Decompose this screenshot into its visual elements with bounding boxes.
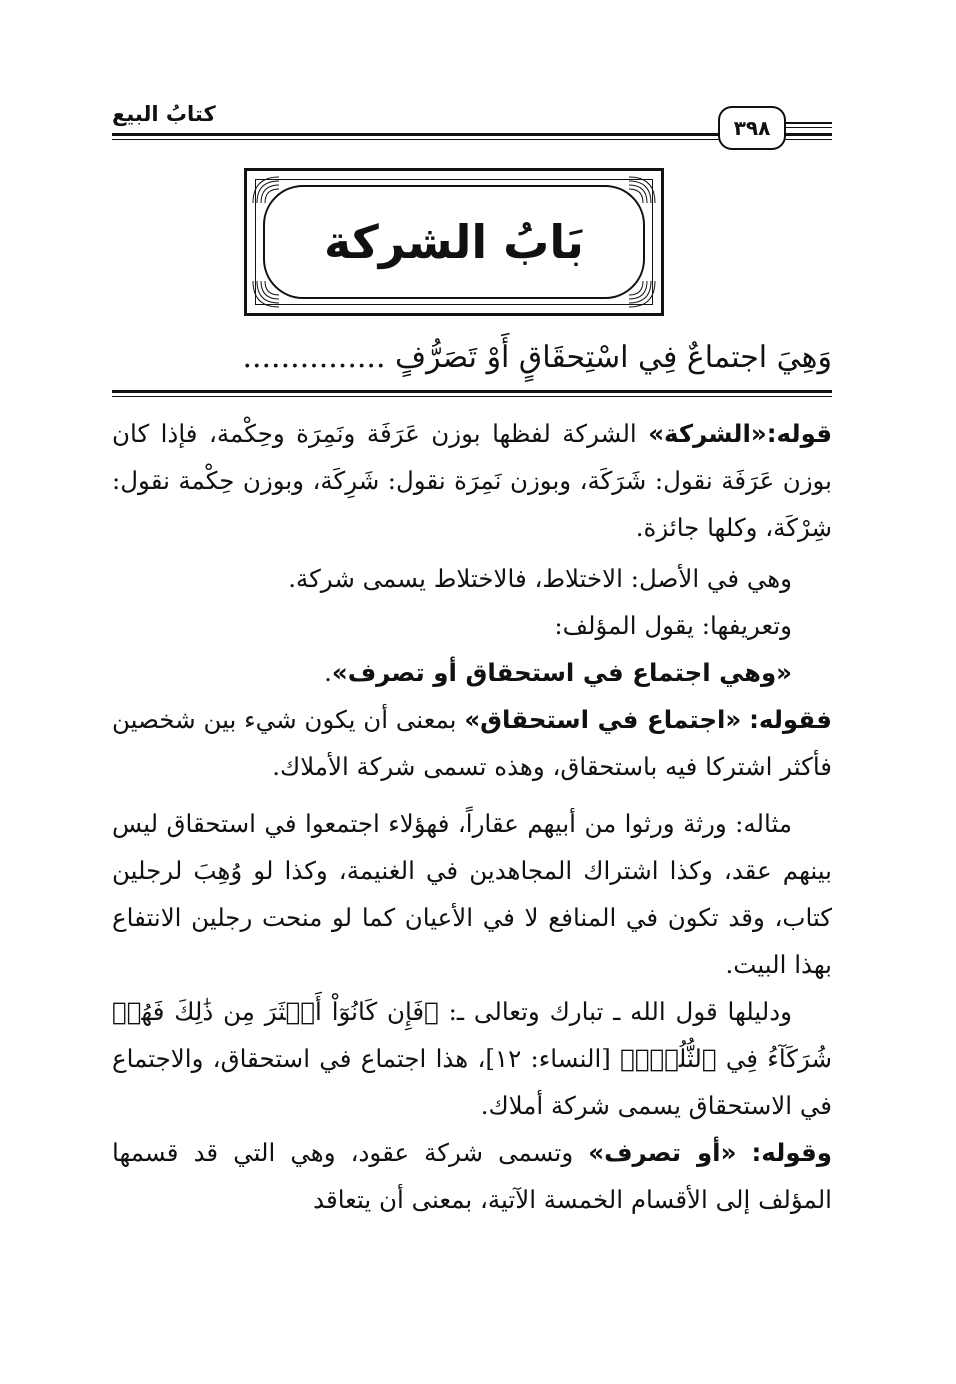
book-title: كتابُ البيع xyxy=(112,102,216,126)
paragraph-label: وقوله: xyxy=(751,1138,832,1167)
chapter-title-box xyxy=(263,185,645,299)
paragraph-text: وتعريفها: يقول المؤلف: xyxy=(554,611,792,640)
page-number: ٣٩٨ xyxy=(718,106,786,150)
paragraph xyxy=(112,649,832,696)
paragraph-quote: «الشركة» xyxy=(648,419,767,448)
paragraph xyxy=(112,800,832,988)
paragraph-label: فقوله: xyxy=(749,705,832,734)
paragraph-text: الشركة لفظها بوزن عَرَفَة ونَمِرَة وحِكْمة، فإذا كان بوزن عَرَفَة نقول: شَرَكَة، وبوزن نَمِرَة نقول: شَرِكَة، وبوزن حِكْمة نقول: شِرْكَة، وكلها جائزة. xyxy=(112,419,832,542)
paragraph-label: قوله: xyxy=(766,419,832,448)
chapter-title: بَابُ الشركة xyxy=(324,215,584,269)
paragraph-text: ودليلها قول الله ـ تبارك وتعالى ـ: ﴿فَإِن كَانُوٓاْ أَكۡثَرَ مِن ذَٰلِكَ فَهُمۡ شُرَكَآءُ فِي ٱلثُّلُثِۚ﴾ [النساء: ١٢]، هذا اجتماع في استحقاق، والاجتماع في الاستحقاق يسمى شركة أملاك. xyxy=(112,997,832,1120)
matn-line: وَهِيَ اجتماعٌ فِي اسْتِحقَاقٍ أَوْ تَصَرُّفٍ ............... xyxy=(242,340,832,375)
header-rule-right xyxy=(786,122,832,124)
paragraph-text: مثاله: ورثة ورثوا من أبيهم عقاراً، فهؤلاء اجتمعوا في استحقاق ليس بينهم عقد، وكذا اشتراك المجاهدين في الغنيمة، وكذا لو وُهِبَ لرجلين كتاب، وقد تكون في المنافع لا في الأعيان كما لو منحت رجلين الانتفاع بهذا البيت. xyxy=(112,809,832,979)
paragraph-text: وتسمى شركة عقود، وهي التي قد قسمها المؤلف إلى الأقسام الخمسة الآتية، بمعنى أن يتعاقد xyxy=(112,1138,832,1214)
paragraph xyxy=(112,988,832,1129)
paragraph-quote: «أو تصرف» xyxy=(588,1138,737,1167)
paragraph xyxy=(112,602,832,649)
paragraph-quote: «وهي اجتماع في استحقاق أو تصرف» xyxy=(331,658,792,687)
paragraph-text: . xyxy=(324,658,332,687)
paragraph xyxy=(112,410,832,551)
paragraph xyxy=(112,555,832,602)
matn-separator xyxy=(112,390,832,393)
paragraph-quote: «اجتماع في استحقاق» xyxy=(464,705,742,734)
running-header xyxy=(112,100,832,160)
paragraph-text: بمعنى أن يكون شيء بين شخصين فأكثر اشتركا فيه باستحقاق، وهذه تسمى شركة الأملاك. xyxy=(112,705,832,781)
matn-separator-thin xyxy=(112,396,832,397)
paragraph-text: وهي في الأصل: الاختلاط، فالاختلاط يسمى شركة. xyxy=(288,564,792,593)
paragraph xyxy=(112,696,832,790)
commentary xyxy=(112,410,832,1223)
header-rule-right-thin xyxy=(786,127,832,128)
chapter-frame xyxy=(244,168,664,316)
paragraph xyxy=(112,1129,832,1223)
